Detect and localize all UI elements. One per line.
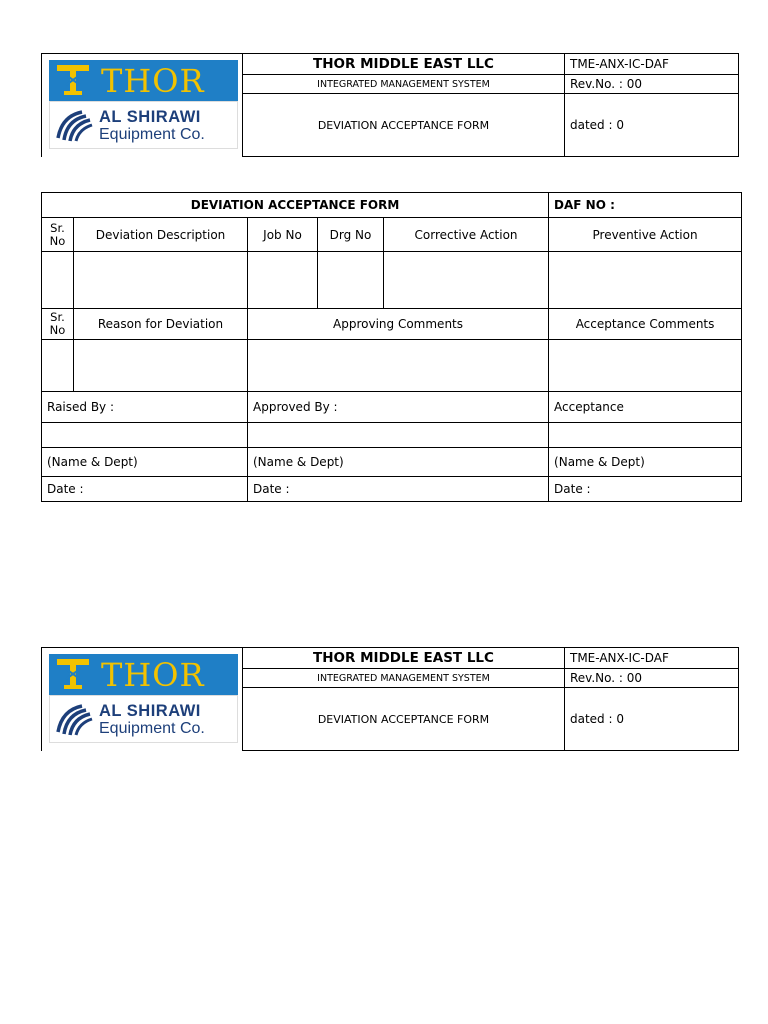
al-shirawi-subtitle: Equipment Co. <box>99 720 205 737</box>
header-table <box>242 53 739 157</box>
revision-number: Rev.No. : 00 <box>565 75 739 94</box>
al-shirawi-subtitle: Equipment Co. <box>99 126 205 143</box>
header-form-title: DEVIATION ACCEPTANCE FORM <box>243 94 565 157</box>
acceptance-comments-cell[interactable] <box>549 340 742 392</box>
approved-by-label: Approved By : <box>248 392 549 423</box>
corrective-action-cell[interactable] <box>384 252 549 309</box>
preventive-action-cell[interactable] <box>549 252 742 309</box>
thor-logo-text: THOR <box>101 62 205 100</box>
thor-hammer-icon <box>53 656 93 692</box>
approved-by-name-dept[interactable]: (Name & Dept) <box>248 448 549 477</box>
approving-comments-cell[interactable] <box>248 340 549 392</box>
acceptance-comments-header: Acceptance Comments <box>549 309 742 340</box>
al-shirawi-swirl-icon <box>52 702 96 738</box>
document-code: TME-ANX-IC-DAF <box>565 648 739 669</box>
sr-no-cell[interactable] <box>42 252 74 309</box>
reason-for-deviation-header: Reason for Deviation <box>74 309 248 340</box>
company-name: THOR MIDDLE EAST LLC <box>243 54 565 75</box>
daf-number-field[interactable]: DAF NO : <box>549 193 742 218</box>
thor-logo <box>49 60 238 101</box>
acceptance-signature-cell[interactable] <box>549 423 742 448</box>
thor-logo-text: THOR <box>101 656 205 694</box>
logo-cell <box>41 53 243 157</box>
corrective-action-header: Corrective Action <box>384 218 549 252</box>
approved-by-signature-cell[interactable] <box>248 423 549 448</box>
raised-by-label: Raised By : <box>42 392 248 423</box>
header-table <box>242 647 739 751</box>
sr-no-header-2: Sr. No <box>42 309 74 340</box>
document-header-repeat <box>41 647 738 750</box>
raised-by-name-dept[interactable]: (Name & Dept) <box>42 448 248 477</box>
raised-by-date[interactable]: Date : <box>42 477 248 502</box>
management-system-label: INTEGRATED MANAGEMENT SYSTEM <box>243 75 565 94</box>
management-system-label: INTEGRATED MANAGEMENT SYSTEM <box>243 669 565 688</box>
al-shirawi-swirl-icon <box>52 108 96 144</box>
thor-hammer-icon <box>53 62 93 98</box>
document-code: TME-ANX-IC-DAF <box>565 54 739 75</box>
approving-comments-header: Approving Comments <box>248 309 549 340</box>
deviation-form-table <box>41 192 742 502</box>
raised-by-signature-cell[interactable] <box>42 423 248 448</box>
form-title: DEVIATION ACCEPTANCE FORM <box>42 193 549 218</box>
header-form-title: DEVIATION ACCEPTANCE FORM <box>243 688 565 751</box>
deviation-description-cell[interactable] <box>74 252 248 309</box>
approved-by-date[interactable]: Date : <box>248 477 549 502</box>
sr-no-header: Sr. No <box>42 218 74 252</box>
job-no-cell[interactable] <box>248 252 318 309</box>
sr-no-cell-2[interactable] <box>42 340 74 392</box>
logo-cell <box>41 647 243 751</box>
dated-label: dated : 0 <box>565 94 739 157</box>
acceptance-name-dept[interactable]: (Name & Dept) <box>549 448 742 477</box>
drg-no-header: Drg No <box>318 218 384 252</box>
thor-logo <box>49 654 238 695</box>
al-shirawi-logo <box>49 101 238 149</box>
al-shirawi-name: AL SHIRAWI <box>99 702 201 720</box>
acceptance-label: Acceptance <box>549 392 742 423</box>
reason-for-deviation-cell[interactable] <box>74 340 248 392</box>
company-name: THOR MIDDLE EAST LLC <box>243 648 565 669</box>
al-shirawi-name: AL SHIRAWI <box>99 108 201 126</box>
dated-label: dated : 0 <box>565 688 739 751</box>
deviation-description-header: Deviation Description <box>74 218 248 252</box>
acceptance-date[interactable]: Date : <box>549 477 742 502</box>
document-header <box>41 53 738 156</box>
revision-number: Rev.No. : 00 <box>565 669 739 688</box>
preventive-action-header: Preventive Action <box>549 218 742 252</box>
drg-no-cell[interactable] <box>318 252 384 309</box>
al-shirawi-logo <box>49 695 238 743</box>
job-no-header: Job No <box>248 218 318 252</box>
